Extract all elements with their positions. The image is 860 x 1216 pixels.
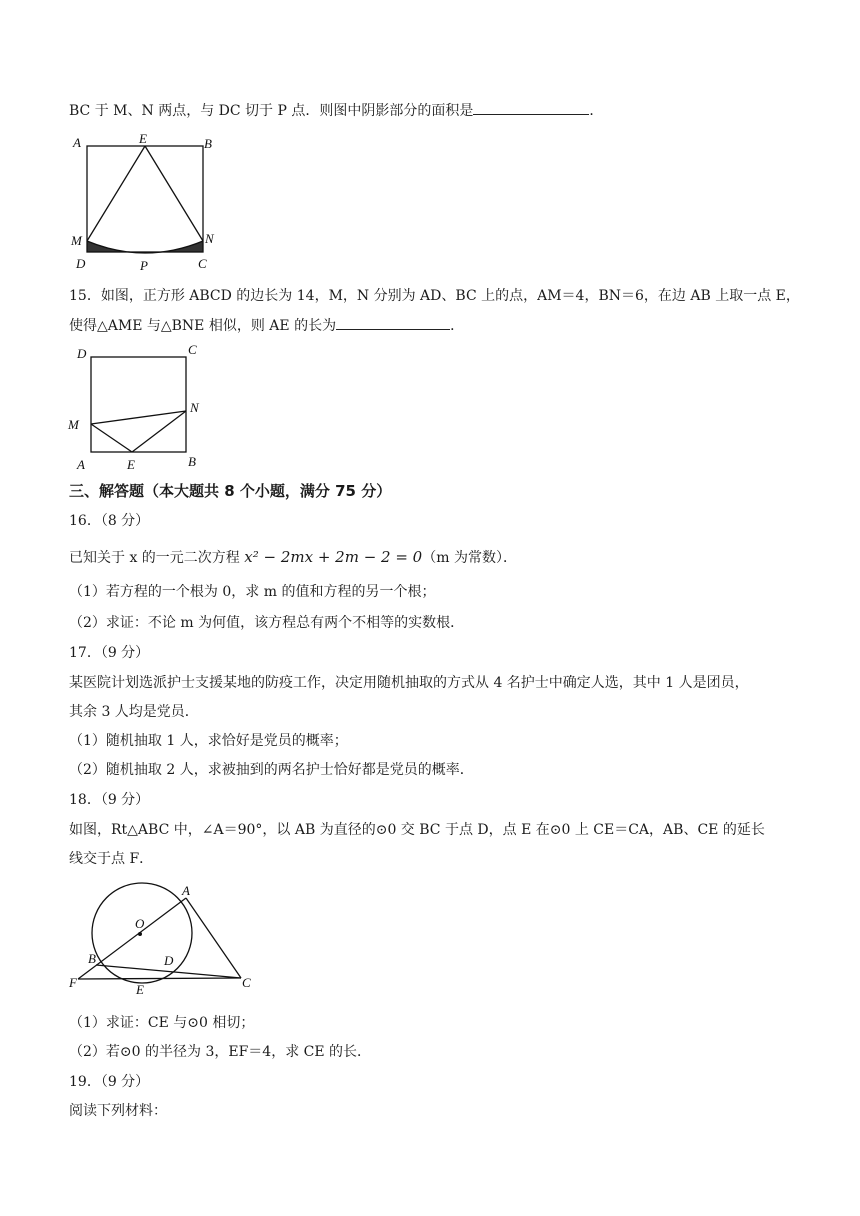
q17-part2: （2）随机抽取 2 人，求被抽到的两名护士恰好都是党员的概率． bbox=[69, 762, 474, 778]
q14-label-p: P bbox=[140, 258, 148, 273]
q14-label-a: A bbox=[73, 135, 81, 150]
q14-text-line bbox=[69, 100, 603, 121]
q18-stem-line2: 线交于点 F． bbox=[69, 851, 154, 867]
q14-label-m: M bbox=[71, 233, 82, 248]
q14-label-b: B bbox=[204, 136, 212, 151]
q15-answer-blank bbox=[336, 315, 450, 330]
q15-figure bbox=[66, 340, 216, 475]
q18-label-f: F bbox=[69, 975, 77, 990]
q18-label-e: E bbox=[136, 982, 144, 997]
q14-segment-em bbox=[87, 146, 145, 241]
q14-label-d: D bbox=[76, 256, 86, 271]
q17-head: 17．（9 分） bbox=[69, 645, 150, 661]
q18-center-dot bbox=[138, 932, 142, 936]
q15-line2: 使得△AME 与△BNE 相似，则 AE 的长为 bbox=[69, 318, 337, 334]
q14-label-e: E bbox=[139, 131, 147, 146]
q14-label-c: C bbox=[198, 256, 207, 271]
q14-square bbox=[87, 146, 203, 252]
q16-equation: x² − 2mx + 2m − 2 = 0 bbox=[244, 548, 423, 566]
q17-stem-line1: 某医院计划选派护士支援某地的防疫工作，决定用随机抽取的方式从 4 名护士中确定人选，其中 1 人是团员， bbox=[69, 675, 749, 691]
q17-part1: （1）随机抽取 1 人，求恰好是党员的概率； bbox=[69, 733, 348, 749]
section3-title: 三、解答题（本大题共 8 个小题，满分 75 分） bbox=[69, 482, 392, 500]
q15-label-b: B bbox=[188, 454, 196, 469]
q15-segment-me bbox=[91, 424, 132, 452]
q18-part2: （2）若⊙0 的半径为 3，EF＝4，求 CE 的长． bbox=[69, 1044, 372, 1060]
q18-line-ac bbox=[186, 898, 241, 978]
q18-part1: （1）求证：CE 与⊙0 相切； bbox=[69, 1015, 255, 1031]
q18-line-fc bbox=[78, 978, 241, 979]
q14-answer-blank bbox=[473, 100, 589, 115]
q18-label-d: D bbox=[164, 953, 174, 968]
q16-stem-post: （m 为常数）． bbox=[422, 550, 517, 566]
q14-segment-en bbox=[145, 146, 203, 241]
q16-part2: （2）求证：不论 m 为何值，该方程总有两个不相等的实数根． bbox=[69, 615, 465, 631]
q18-head: 18．（9 分） bbox=[69, 792, 150, 808]
q15-label-c: C bbox=[188, 342, 197, 357]
q16-stem bbox=[69, 547, 517, 568]
q15-text-line2 bbox=[69, 315, 464, 336]
q16-part1: （1）若方程的一个根为 0，求 m 的值和方程的另一个根； bbox=[69, 584, 436, 600]
q18-label-o: O bbox=[135, 916, 145, 931]
q15-label-d: D bbox=[77, 346, 87, 361]
q17-stem-line2: 其余 3 人均是党员． bbox=[69, 704, 199, 720]
q18-stem-line1: 如图，Rt△ABC 中，∠A＝90°，以 AB 为直径的⊙0 交 BC 于点 D，点 E 在⊙0 上 CE＝CA，AB、CE 的延长 bbox=[69, 822, 765, 838]
q14-line: BC 于 M、N 两点，与 DC 切于 P 点．则图中阴影部分的面积是 bbox=[69, 103, 474, 119]
q14-end: ． bbox=[589, 103, 604, 119]
q16-stem-pre: 已知关于 x 的一元二次方程 bbox=[69, 550, 245, 566]
q15-label-e: E bbox=[127, 457, 135, 472]
q18-figure bbox=[66, 883, 266, 998]
q16-head: 16．（8 分） bbox=[69, 513, 150, 529]
q18-label-a: A bbox=[182, 883, 190, 898]
q18-label-c: C bbox=[242, 975, 251, 990]
q18-label-b: B bbox=[88, 951, 96, 966]
q15-label-m: M bbox=[68, 417, 79, 432]
q19-stem: 阅读下列材料： bbox=[69, 1103, 167, 1119]
q15-label-a: A bbox=[77, 457, 85, 472]
q14-label-n: N bbox=[205, 231, 214, 246]
q15-end: ． bbox=[450, 318, 465, 334]
q19-head: 19．（9 分） bbox=[69, 1074, 150, 1090]
q15-square bbox=[91, 357, 186, 452]
q15-label-n: N bbox=[190, 400, 199, 415]
q18-circle bbox=[92, 883, 192, 983]
q14-figure bbox=[70, 131, 230, 275]
q15-line1: 15．如图，正方形 ABCD 的边长为 14，M，N 分别为 AD、BC 上的点，AM＝4，BN＝6，在边 AB 上取一点 E， bbox=[69, 288, 800, 304]
